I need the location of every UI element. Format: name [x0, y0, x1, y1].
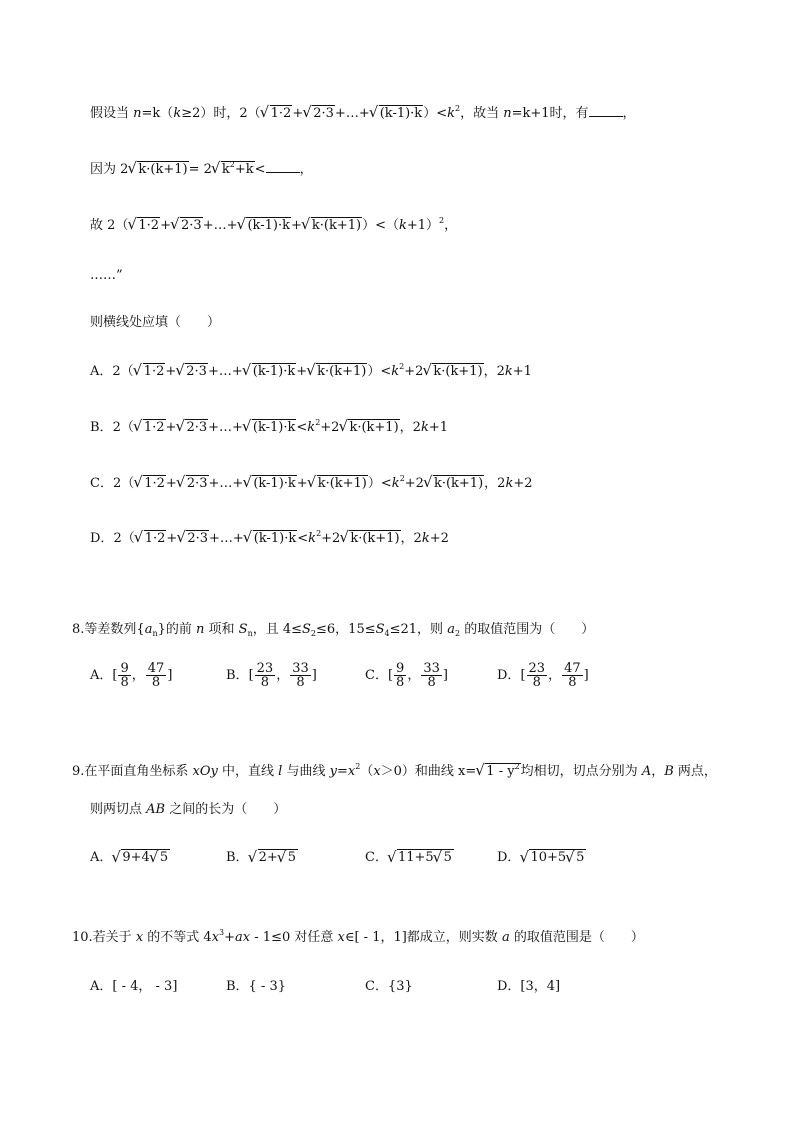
- q9-option-a[interactable]: A．√ 9+4√ 5: [90, 846, 170, 865]
- q10-option-b[interactable]: B．{ - 3}: [226, 979, 287, 994]
- q9-option-b[interactable]: B．√ 2+√ 5: [226, 846, 298, 865]
- question-7-prompt: 则横线处应填（ ）: [90, 315, 221, 330]
- proof-line-3: 故 2（√ 1·2+√ 2·3+…+√ (k-1)·k+√ $k\cdot(k+1))<(k+1)^2$，: [90, 216, 457, 236]
- q7-option-b[interactable]: B．2（√ 1·2+√ 2·3+…+√ $(k-1)\cdot k<k^2+2√$ k·(k+1)，2k+1: [90, 418, 448, 438]
- proof-ellipsis: ……”: [90, 268, 123, 283]
- q7-option-c[interactable]: C．2（√ 1·2+√ 2·3+…+√ (k-1)·k+√ $k\cdot(k+1))<k^2+2√$ k·(k+1)，2k+2: [90, 474, 533, 494]
- proof-line-2: 因为 2√ k·(k+1)= 2√ $k^2+k<$ ，: [90, 160, 313, 180]
- proof-line-1: 假设当 n=k（k≥2）时，2（√ 1·2+√ 2·3+…+√ $(k-1)\cdot k)<k^2$，故当 n=k+1时，有 ，: [90, 104, 636, 124]
- q8-option-d[interactable]: D．[ $\frac{23}{8}$ ， $\frac{47}{8}$ ]: [497, 661, 589, 690]
- question-8: 8.等差数列$\{a_n\}$的前 n 项和 $S_n$，且 $4\le S_2\le 6$，$15\le S_4\le 21$，则 $a_2$ 的取值范围为（ ）: [72, 622, 595, 638]
- q10-option-c[interactable]: C．{3}: [365, 979, 413, 994]
- answer-blank-2: [266, 160, 300, 173]
- q10-option-a[interactable]: A．[ - 4， - 3]: [90, 979, 178, 994]
- q7-option-a[interactable]: A．2（√ 1·2+√ 2·3+…+√ (k-1)·k+√ $k\cdot(k+1))<k^2+2√$ k·(k+1)，2k+1: [90, 362, 532, 382]
- question-9-line-1: 9.在平面直角坐标系 xOy 中，直线 l 与曲线 $y=x^2(x>0)$和曲线 x=√ $1 - y^2$均相切，切点分别为 A，B 两点，: [72, 762, 717, 782]
- answer-blank-1: [589, 104, 623, 117]
- q10-option-d[interactable]: D．[3，4]: [497, 979, 561, 994]
- q8-option-c[interactable]: C．[ $\frac{9}{8}$ ， $\frac{33}{8}$ ]: [365, 661, 448, 690]
- q9-option-d[interactable]: D．√ 10+5√ 5: [497, 846, 586, 865]
- q8-option-b[interactable]: B．[ $\frac{23}{8}$ ， $\frac{33}{8}$ ]: [226, 661, 317, 690]
- q9-option-c[interactable]: C．√ 11+5√ 5: [365, 846, 454, 865]
- question-10: 10.若关于 x 的不等式 $4x^3+ax - 1\le 0$ 对任意 x∈[ - 1，1]都成立，则实数 a 的取值范围是（ ）: [72, 928, 644, 945]
- q8-option-a[interactable]: A．[ $\frac{9}{8}$ ， $\frac{47}{8}$ ]: [90, 661, 173, 690]
- q7-option-d[interactable]: D．2（√ 1·2+√ 2·3+…+√ $(k-1)\cdot k<k^2+2√$ k·(k+1)，2k+2: [90, 529, 449, 549]
- question-9-line-2: 则两切点 AB 之间的长为（ ）: [90, 802, 287, 817]
